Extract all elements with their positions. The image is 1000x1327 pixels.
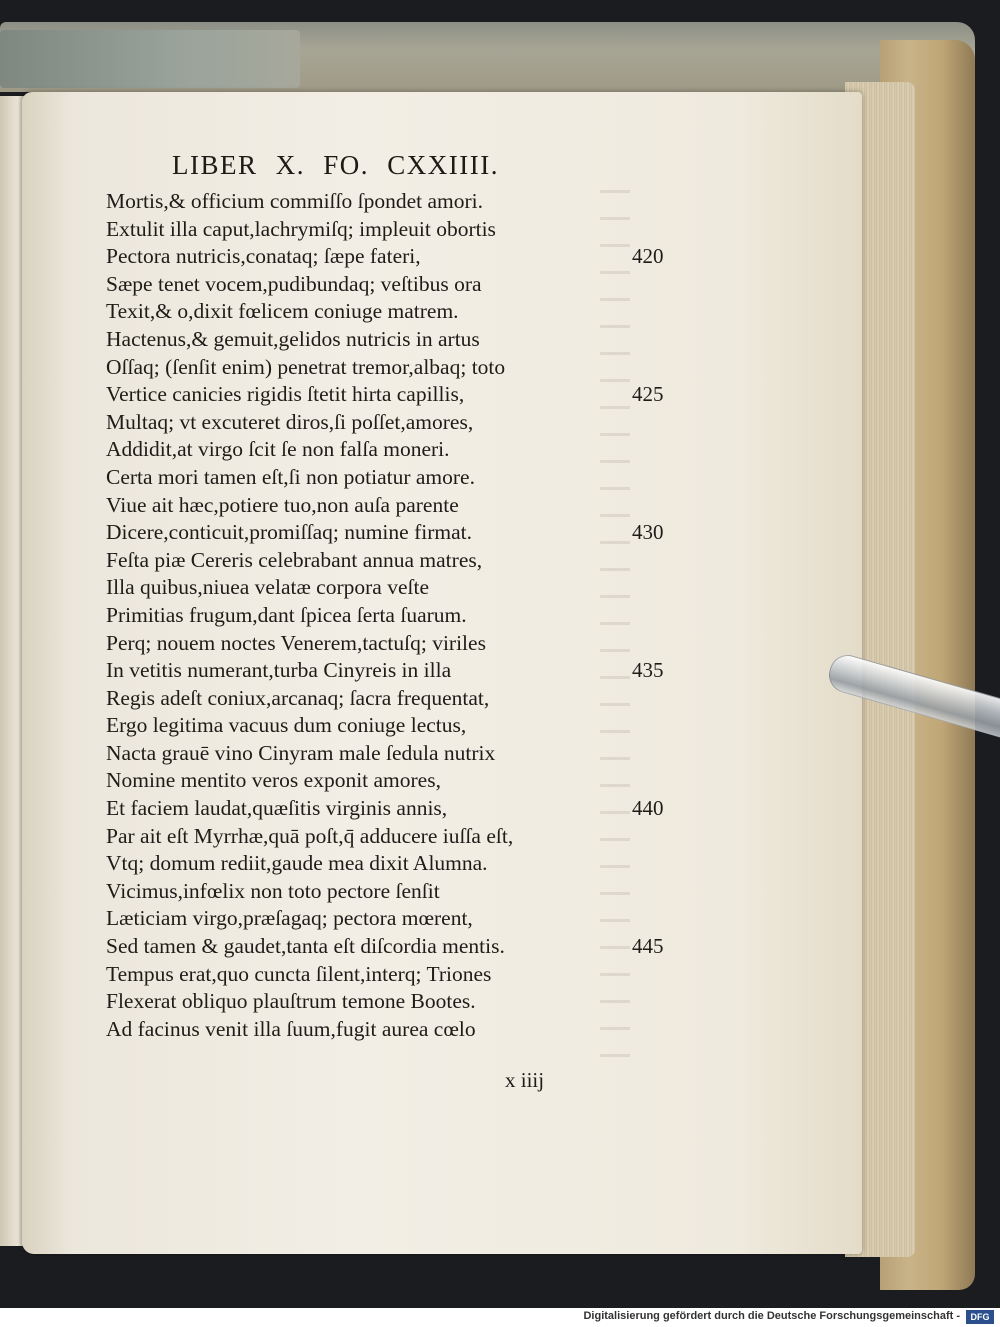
line-number: 445 <box>632 934 664 959</box>
verse-line: Viue ait hæc,potiere tuo,non auſa parente <box>106 492 459 517</box>
verse-line: Sed tamen & gaudet,tanta eſt diſcordia mentis. <box>106 934 505 959</box>
verse-line: Illa quibus,niuea velatæ corpora veſte <box>106 575 429 600</box>
verse-line: Addidit,at virgo ſcit ſe non falſa moneri. <box>106 437 450 462</box>
verse-line: Flexerat obliquo plauſtrum temone Bootes. <box>106 989 476 1014</box>
verse-line: Par ait eſt Myrrhæ,quā poſt,q̄ adducere iuſſa eſt, <box>106 823 514 848</box>
header-book: X. <box>275 150 305 180</box>
cover-cloth <box>0 30 300 88</box>
verse-line: Vertice canicies rigidis ſtetit hirta capillis, <box>106 382 465 407</box>
line-number: 440 <box>632 796 664 821</box>
verse-line: Nomine mentito veros exponit amores, <box>106 768 441 793</box>
verse-line: Læticiam virgo,præſagaq; pectora mœrent, <box>106 906 473 931</box>
header-fo: FO. <box>323 150 370 180</box>
verse-line: Oſſaq; (ſenſit enim) penetrat tremor,albaq; toto <box>106 354 506 379</box>
line-number: 435 <box>632 658 664 683</box>
verse-line: Dicere,conticuit,promiſſaq; numine firmat. <box>106 520 472 545</box>
verse-line: Hactenus,& gemuit,gelidos nutricis in artus <box>106 326 480 351</box>
book-cover-top <box>0 22 975 92</box>
signature-mark: x iiij <box>505 1068 545 1092</box>
verse-line: Nacta grauē vino Cinyram male ſedula nutrix <box>106 740 496 765</box>
verse-line: Mortis,& officium commiſſo ſpondet amori. <box>106 189 484 213</box>
verse-line: Texit,& o,dixit fœlicem coniuge matrem. <box>106 299 459 324</box>
dfg-logo: DFG <box>966 1310 994 1324</box>
verse-line: Extulit illa caput,lachrymiſq; impleuit obortis <box>106 216 496 241</box>
verse-line: Vtq; domum rediit,gaude mea dixit Alumna. <box>106 851 488 876</box>
header-liber: LIBER <box>172 150 258 180</box>
footer-bar <box>0 1308 1000 1327</box>
verse-line: Regis adeſt coniux,arcanaq; ſacra frequentat, <box>106 685 490 710</box>
footer-credit: Digitalisierung gefördert durch die Deutsche Forschungsgemeinschaft - <box>583 1310 960 1322</box>
line-number: 425 <box>632 382 664 407</box>
verse-list <box>106 188 646 1043</box>
line-number: 420 <box>632 244 664 269</box>
verse-line: Vicimus,infœlix non toto pectore ſenſit <box>106 878 440 903</box>
verse-line: Et faciem laudat,quæſitis virginis annis, <box>106 796 448 821</box>
verse-line: Perq; nouem noctes Venerem,tactuſq; viriles <box>106 630 486 655</box>
verse-line: Ad facinus venit illa ſuum,fugit aurea cœlo <box>106 1016 476 1041</box>
verse-line: Tempus erat,quo cuncta ſilent,interq; Triones <box>106 961 492 986</box>
header-folio: CXXIIII. <box>387 150 499 180</box>
verse-line: In vetitis numerant,turba Cinyreis in illa <box>106 658 452 683</box>
verse-line: Certa mori tamen eſt,ſi non potiatur amore. <box>106 464 475 489</box>
line-number: 430 <box>632 520 664 545</box>
verse-line: Multaq; vt excuteret diros,ſi poſſet,amores, <box>106 409 474 434</box>
verse-line: Primitias frugum,dant ſpicea ſerta ſuarum. <box>106 602 467 627</box>
verse-line: Pectora nutricis,conataq; ſæpe fateri, <box>106 244 421 269</box>
verse-line: Feſta piæ Cereris celebrabant annua matres, <box>106 547 483 572</box>
verse-line: Sæpe tenet vocem,pudibundaq; veſtibus ora <box>106 271 482 296</box>
verse-line: Ergo legitima vacuus dum coniuge lectus, <box>106 713 467 738</box>
running-header <box>172 150 612 181</box>
